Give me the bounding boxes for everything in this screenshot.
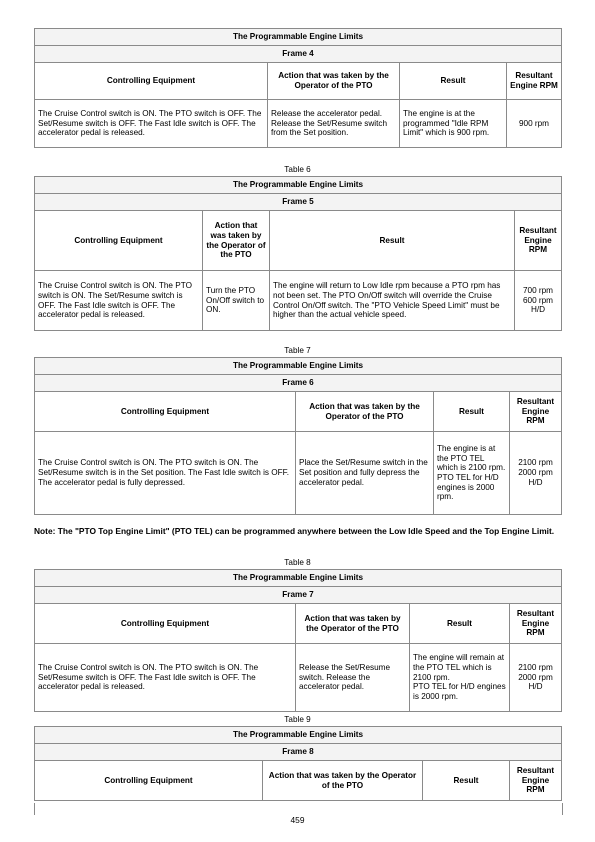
cell-controlling-equipment: The Cruise Control switch is ON. The PTO switch is ON. The Set/Resume switch is OFF. The Fast Idle switch is OFF. The accelerator pedal is released. xyxy=(35,271,203,331)
rpm-value: 2100 rpm xyxy=(518,458,553,468)
frame-7-table xyxy=(34,569,562,712)
header-result: Result xyxy=(434,392,510,432)
header-result: Result xyxy=(423,761,510,801)
rpm-value: H/D xyxy=(528,682,543,692)
cell-rpm xyxy=(507,100,562,148)
header-action: Action that was taken by the Operator of the PTO xyxy=(296,604,410,644)
frame-8-table xyxy=(34,726,562,801)
rpm-value: 700 rpm xyxy=(522,285,554,295)
cell-rpm xyxy=(510,432,562,515)
table-title: The Programmable Engine Limits xyxy=(35,29,562,46)
frame-label: Frame 7 xyxy=(35,587,562,604)
header-rpm: Resultant Engine RPM xyxy=(510,604,562,644)
table-caption: Table 7 xyxy=(284,346,311,355)
table-title: The Programmable Engine Limits xyxy=(35,358,562,375)
result-line: PTO TEL for H/D engines is 2000 rpm. xyxy=(413,682,506,701)
note-text: Note: The "PTO Top Engine Limit" (PTO TEL) can be programmed anywhere between the Low Idle Speed and the Top Engine Limit. xyxy=(34,526,555,536)
header-action: Action that was taken by the Operator of the PTO xyxy=(296,392,434,432)
frame-6-table xyxy=(34,357,562,515)
result-line: The engine is at the PTO TEL which is 2100 rpm. xyxy=(437,443,506,473)
page-number: 459 xyxy=(290,815,305,825)
header-controlling-equipment: Controlling Equipment xyxy=(35,392,296,432)
rpm-value: H/D xyxy=(530,305,546,315)
cell-result: The engine will return to Low Idle rpm because a PTO rpm has not been set. The PTO On/Off switch will override the Cruise Control On/Off switch. The "PTO Vehicle Speed Limit" must be higher than the actual vehicle speed. xyxy=(270,271,515,331)
result-line: PTO TEL for H/D engines is 2000 rpm. xyxy=(437,473,499,502)
cell-action: Release the Set/Resume switch. Release the accelerator pedal. xyxy=(296,644,410,712)
frame-4-table xyxy=(34,28,562,148)
rpm-value: 2100 rpm xyxy=(518,662,553,672)
table-title: The Programmable Engine Limits xyxy=(35,570,562,587)
frame-label: Frame 5 xyxy=(35,194,562,211)
cell-result xyxy=(434,432,510,515)
rpm-value: 900 rpm xyxy=(518,118,550,128)
cell-controlling-equipment: The Cruise Control switch is ON. The PTO switch is OFF. The Set/Resume switch is OFF. The Fast Idle switch is OFF. The accelerator pedal is released. xyxy=(35,100,268,148)
header-controlling-equipment: Controlling Equipment xyxy=(35,761,263,801)
table-title: The Programmable Engine Limits xyxy=(35,177,562,194)
header-result: Result xyxy=(410,604,510,644)
table-caption: Table 8 xyxy=(284,558,311,567)
table-caption: Table 9 xyxy=(284,715,311,724)
cell-controlling-equipment: The Cruise Control switch is ON. The PTO switch is ON. The Set/Resume switch is OFF. The Fast Idle switch is OFF. The accelerator pedal is released. xyxy=(35,644,296,712)
header-rpm: Resultant Engine RPM xyxy=(507,63,562,100)
cell-controlling-equipment: The Cruise Control switch is ON. The PTO switch is ON. The Set/Resume switch is in the Set position. The Fast Idle switch is OFF. The accelerator pedal is fully depressed. xyxy=(35,432,296,515)
header-action: Action that was taken by the Operator of the PTO xyxy=(268,63,400,100)
header-controlling-equipment: Controlling Equipment xyxy=(35,63,268,100)
cell-result xyxy=(410,644,510,712)
cell-result: The engine is at the programmed "Idle RPM Limit" which is 900 rpm. xyxy=(400,100,507,148)
cell-action xyxy=(268,100,400,148)
header-rpm: Resultant Engine RPM xyxy=(510,761,562,801)
table-title: The Programmable Engine Limits xyxy=(35,727,562,744)
action-line: Release the accelerator pedal. xyxy=(271,108,383,118)
header-action: Action that was taken by the Operator of the PTO xyxy=(203,211,270,271)
header-rpm: Resultant Engine RPM xyxy=(510,392,562,432)
frame-5-table xyxy=(34,176,562,331)
rpm-value: 2000 rpm xyxy=(518,468,553,478)
cell-action: Turn the PTO On/Off switch to ON. xyxy=(203,271,270,331)
header-controlling-equipment: Controlling Equipment xyxy=(35,604,296,644)
rpm-value: H/D xyxy=(528,477,543,487)
cell-rpm xyxy=(515,271,562,331)
header-controlling-equipment: Controlling Equipment xyxy=(35,211,203,271)
frame-label: Frame 6 xyxy=(35,375,562,392)
result-line: The engine will remain at the PTO TEL which is 2100 rpm. xyxy=(413,653,505,682)
cell-rpm xyxy=(510,644,562,712)
header-result: Result xyxy=(270,211,515,271)
frame-label: Frame 4 xyxy=(35,46,562,63)
table-caption: Table 6 xyxy=(284,165,311,174)
header-result: Result xyxy=(400,63,507,100)
rpm-value: 2000 rpm xyxy=(518,672,553,682)
rpm-value: 600 rpm xyxy=(522,295,554,305)
action-line: Release the Set/Resume switch from the Set position. xyxy=(271,118,388,138)
header-action: Action that was taken by the Operator of the PTO xyxy=(263,761,423,801)
frame-label: Frame 8 xyxy=(35,744,562,761)
table-continuation-edge xyxy=(34,803,563,815)
header-rpm: Resultant Engine RPM xyxy=(515,211,562,271)
cell-action: Place the Set/Resume switch in the Set position and fully depress the accelerator pedal. xyxy=(296,432,434,515)
